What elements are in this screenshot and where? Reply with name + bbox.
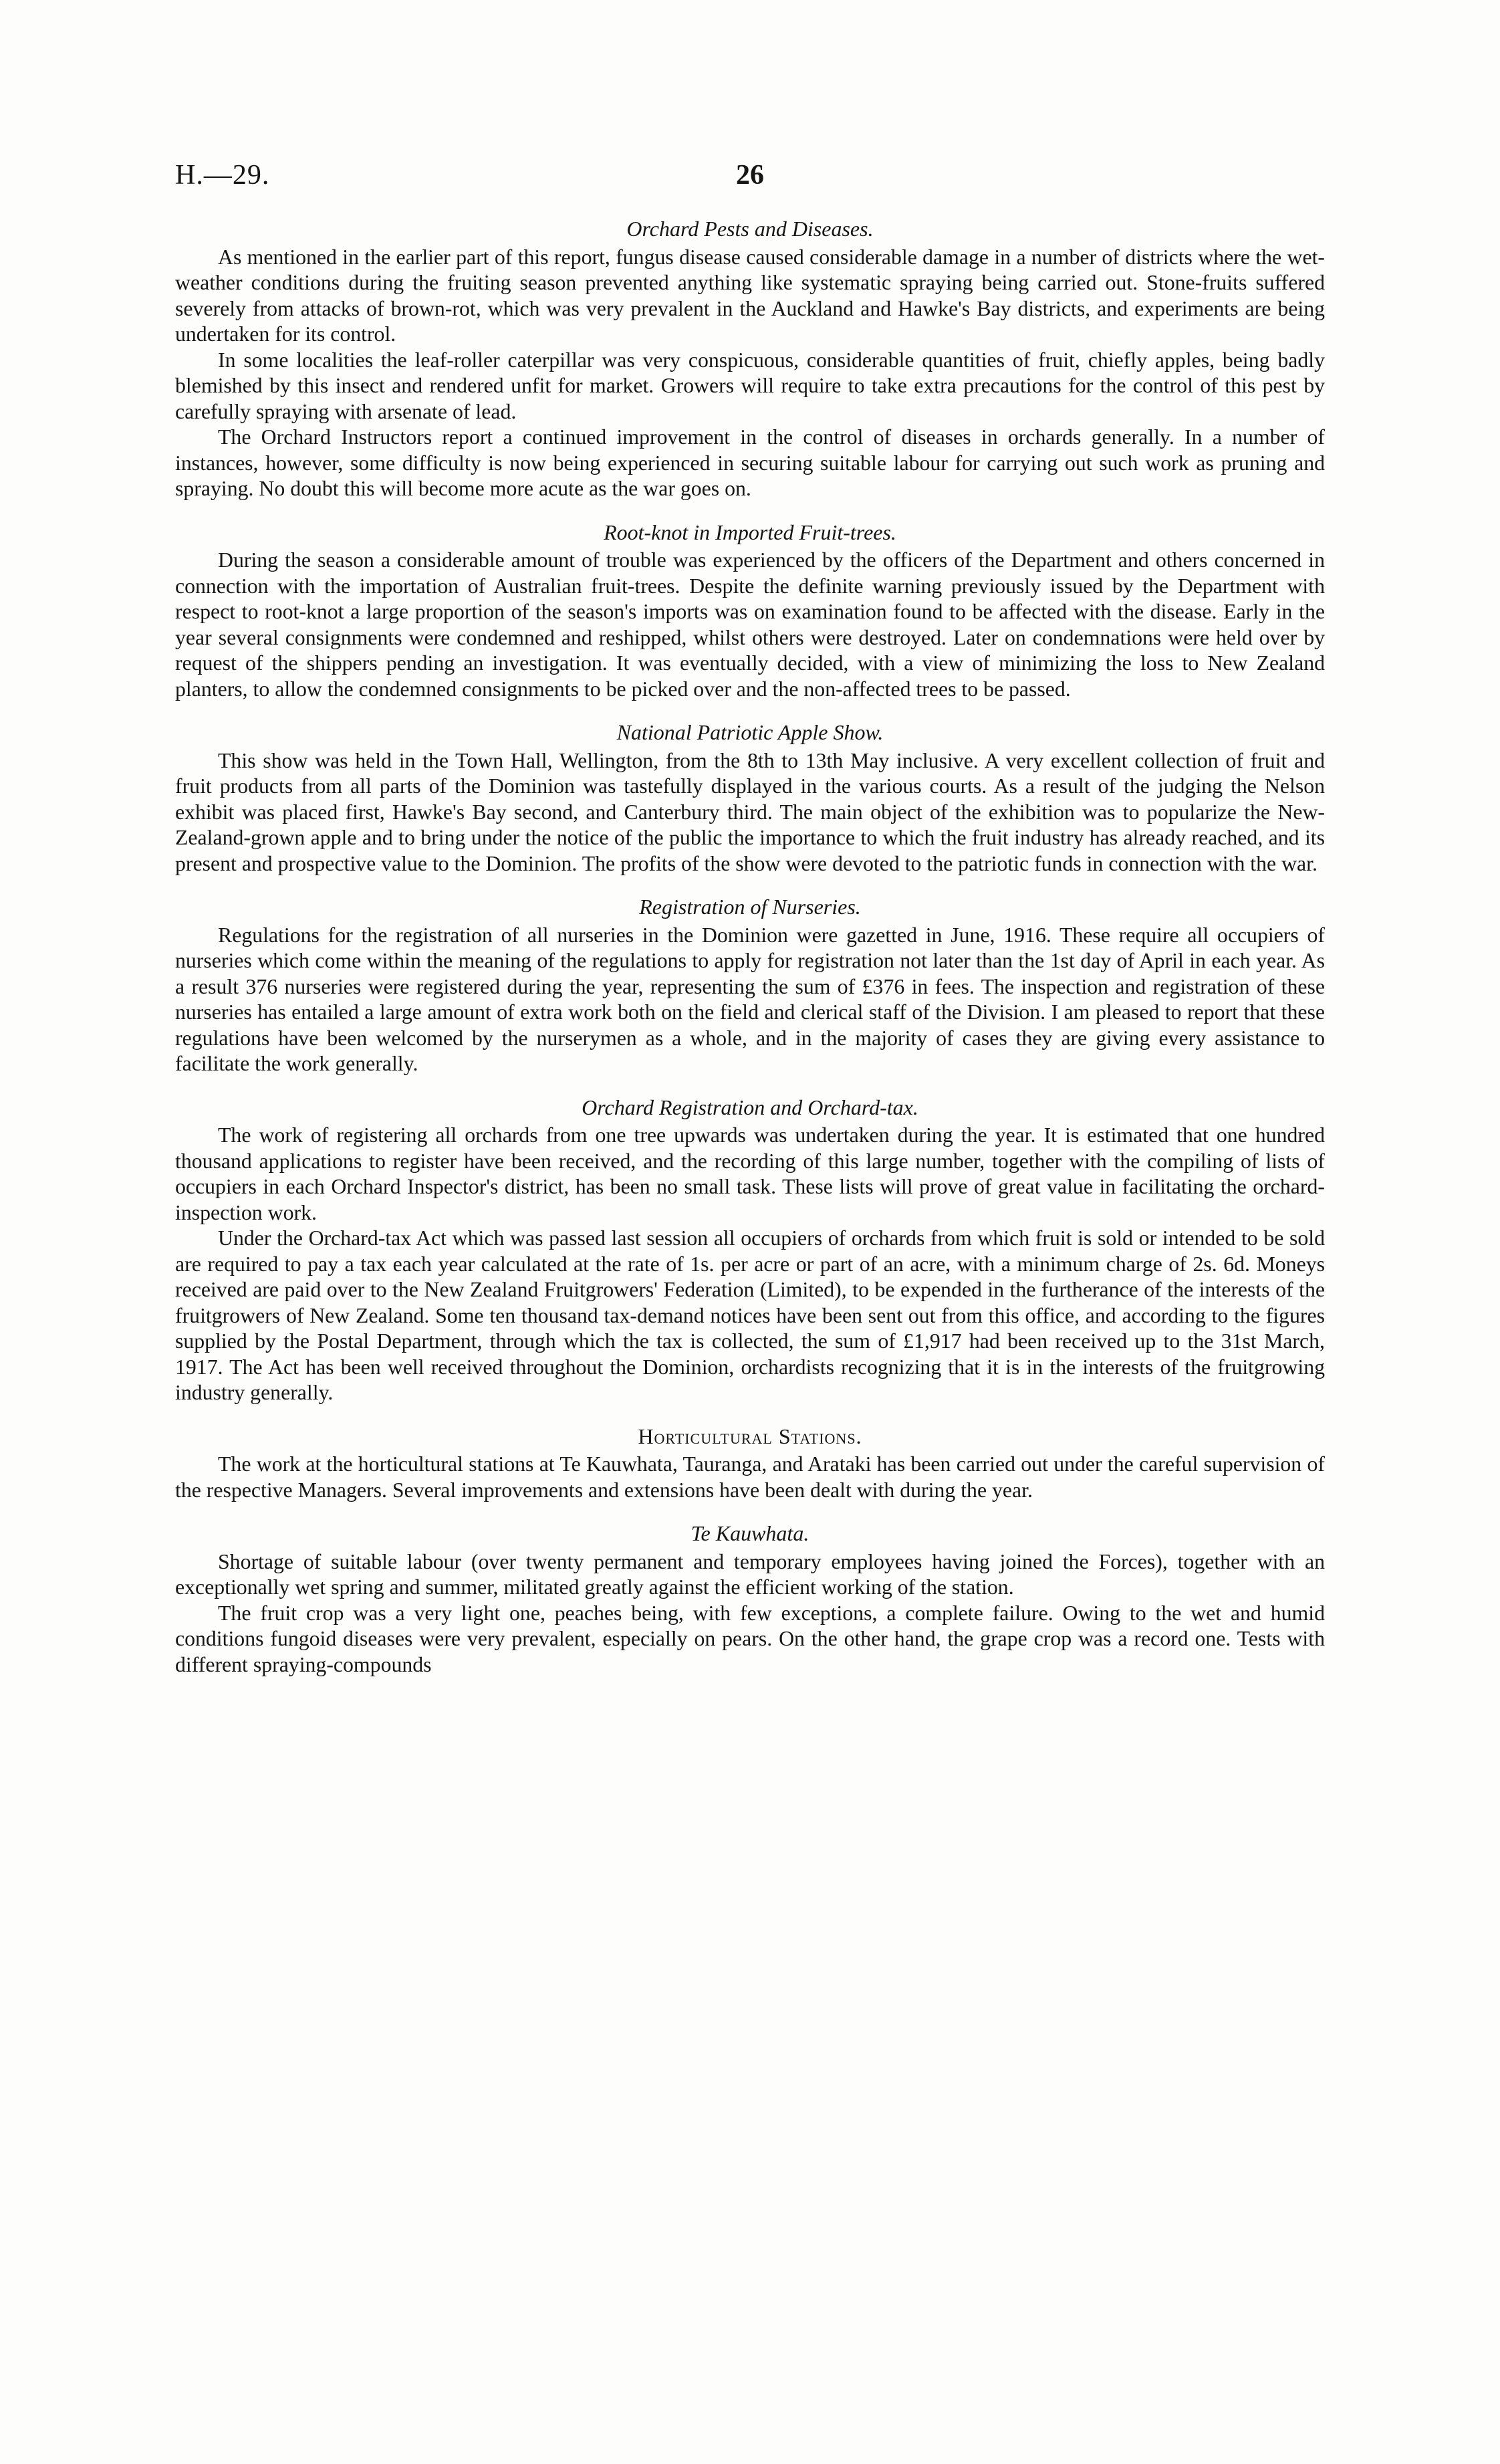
paragraph: Shortage of suitable labour (over twenty permanent and temporary employees having joined the Forces), together with an exceptionally wet spring and summer, militated greatly against the efficient working of the station.	[175, 1549, 1325, 1599]
paragraph: Regulations for the registration of all nurseries in the Dominion were gazetted in June, 1916. These require all occupiers of nurseries which come within the meaning of the regulations to apply for registration not later than the 1st day of April in each year. As a result 376 nurseries were registered during the year, representing the sum of £376 in fees. The inspection and registration of these nurseries has entailed a large amount of extra work both on the field and clerical staff of the Division. I am pleased to report that these regulations have been welcomed by the nurserymen as a whole, and in the majority of cases they are giving every assistance to facilitate the work generally.	[175, 923, 1325, 1075]
section-title-apple-show: National Patriotic Apple Show.	[616, 720, 884, 744]
section-title-nurseries: Registration of Nurseries.	[639, 895, 861, 919]
page-body	[175, 216, 1325, 1678]
paragraph: In some localities the leaf-roller caterpillar was very conspicuous, considerable quantities of fruit, chiefly apples, being badly blemished by this insect and rendered unfit for market. Growers will require to take extra precautions for the control of this pest by carefully spraying with arsenate of lead.	[175, 348, 1325, 423]
paragraph: The work of registering all orchards from one tree upwards was undertaken during the year. It is estimated that one hundred thousand applications to register have been received, and the recording of this large number, together with the compiling of lists of occupiers in each Orchard Inspector's district, has been no small task. These lists will prove of great value in facilitating the orchard-inspection work.	[175, 1123, 1325, 1224]
section-title-te-kauwhata: Te Kauwhata.	[691, 1521, 809, 1545]
section-title-horticultural-stations: Horticultural Stations.	[638, 1424, 862, 1448]
document-reference: H.—29.	[175, 160, 270, 191]
paragraph: This show was held in the Town Hall, Wellington, from the 8th to 13th May inclusive. A very excellent collection of fruit and fruit products from all parts of the Dominion was tastefully displayed in the various courts. As a result of the judging the Nelson exhibit was placed first, Hawke's Bay second, and Canterbury third. The main object of the exhibition was to popularize the New-Zealand-grown apple and to bring under the notice of the public the importance to which the fruit industry has already reached, and its present and prospective value to the Dominion. The profits of the show were devoted to the patriotic funds in connection with the war.	[175, 748, 1325, 875]
paragraph: The work at the horticultural stations at Te Kauwhata, Tauranga, and Arataki has been carried out under the careful supervision of the respective Managers. Several improvements and extensions have been dealt with during the year.	[175, 1452, 1325, 1502]
paragraph: As mentioned in the earlier part of this report, fungus disease caused considerable damage in a number of districts where the wet-weather conditions during the fruiting season prevented anything like systematic spraying being carried out. Stone-fruits suffered severely from attacks of brown-rot, which was very prevalent in the Auckland and Hawke's Bay districts, and experiments are being undertaken for its control.	[175, 245, 1325, 346]
section-title-orchard-registration: Orchard Registration and Orchard-tax.	[582, 1095, 918, 1119]
page-number: 26	[736, 160, 764, 191]
section-title-orchard-pests: Orchard Pests and Diseases.	[626, 217, 874, 241]
paragraph: The Orchard Instructors report a continued improvement in the control of diseases in orchards generally. In a number of instances, however, some difficulty is now being experienced in securing suitable labour for carrying out such work as pruning and spraying. No doubt this will become more acute as the war goes on.	[175, 425, 1325, 500]
section-title-root-knot: Root-knot in Imported Fruit-trees.	[604, 520, 896, 544]
paragraph: During the season a considerable amount of trouble was experienced by the officers of the Department and others concerned in connection with the importation of Australian fruit-trees. Despite the definite warning previously issued by the Department with respect to root-knot a large proportion of the season's imports was on examination found to be affected with the disease. Early in the year several consignments were condemned and reshipped, whilst others were destroyed. Later on condemnations were held over by request of the shippers pending an investigation. It was eventually decided, with a view of minimizing the loss to New Zealand planters, to allow the condemned consignments to be picked over and the non-affected trees to be passed.	[175, 548, 1325, 701]
paragraph: The fruit crop was a very light one, peaches being, with few exceptions, a complete failure. Owing to the wet and humid conditions fungoid diseases were very prevalent, especially on pears. On the other hand, the grape crop was a record one. Tests with different spraying-compounds	[175, 1601, 1325, 1676]
paragraph: Under the Orchard-tax Act which was passed last session all occupiers of orchards from which fruit is sold or intended to be sold are required to pay a tax each year calculated at the rate of 1s. per acre or part of an acre, with a minimum charge of 2s. 6d. Moneys received are paid over to the New Zealand Fruitgrowers' Federation (Limited), to be expended in the furtherance of the interests of the fruitgrowers of New Zealand. Some ten thousand tax-demand notices have been sent out from this office, and according to the figures supplied by the Postal Department, through which the tax is collected, the sum of £1,917 had been received up to the 31st March, 1917. The Act has been well received throughout the Dominion, orchardists recognizing that it is in the interests of the fruitgrowing industry generally.	[175, 1226, 1325, 1404]
page-header	[175, 159, 1325, 199]
